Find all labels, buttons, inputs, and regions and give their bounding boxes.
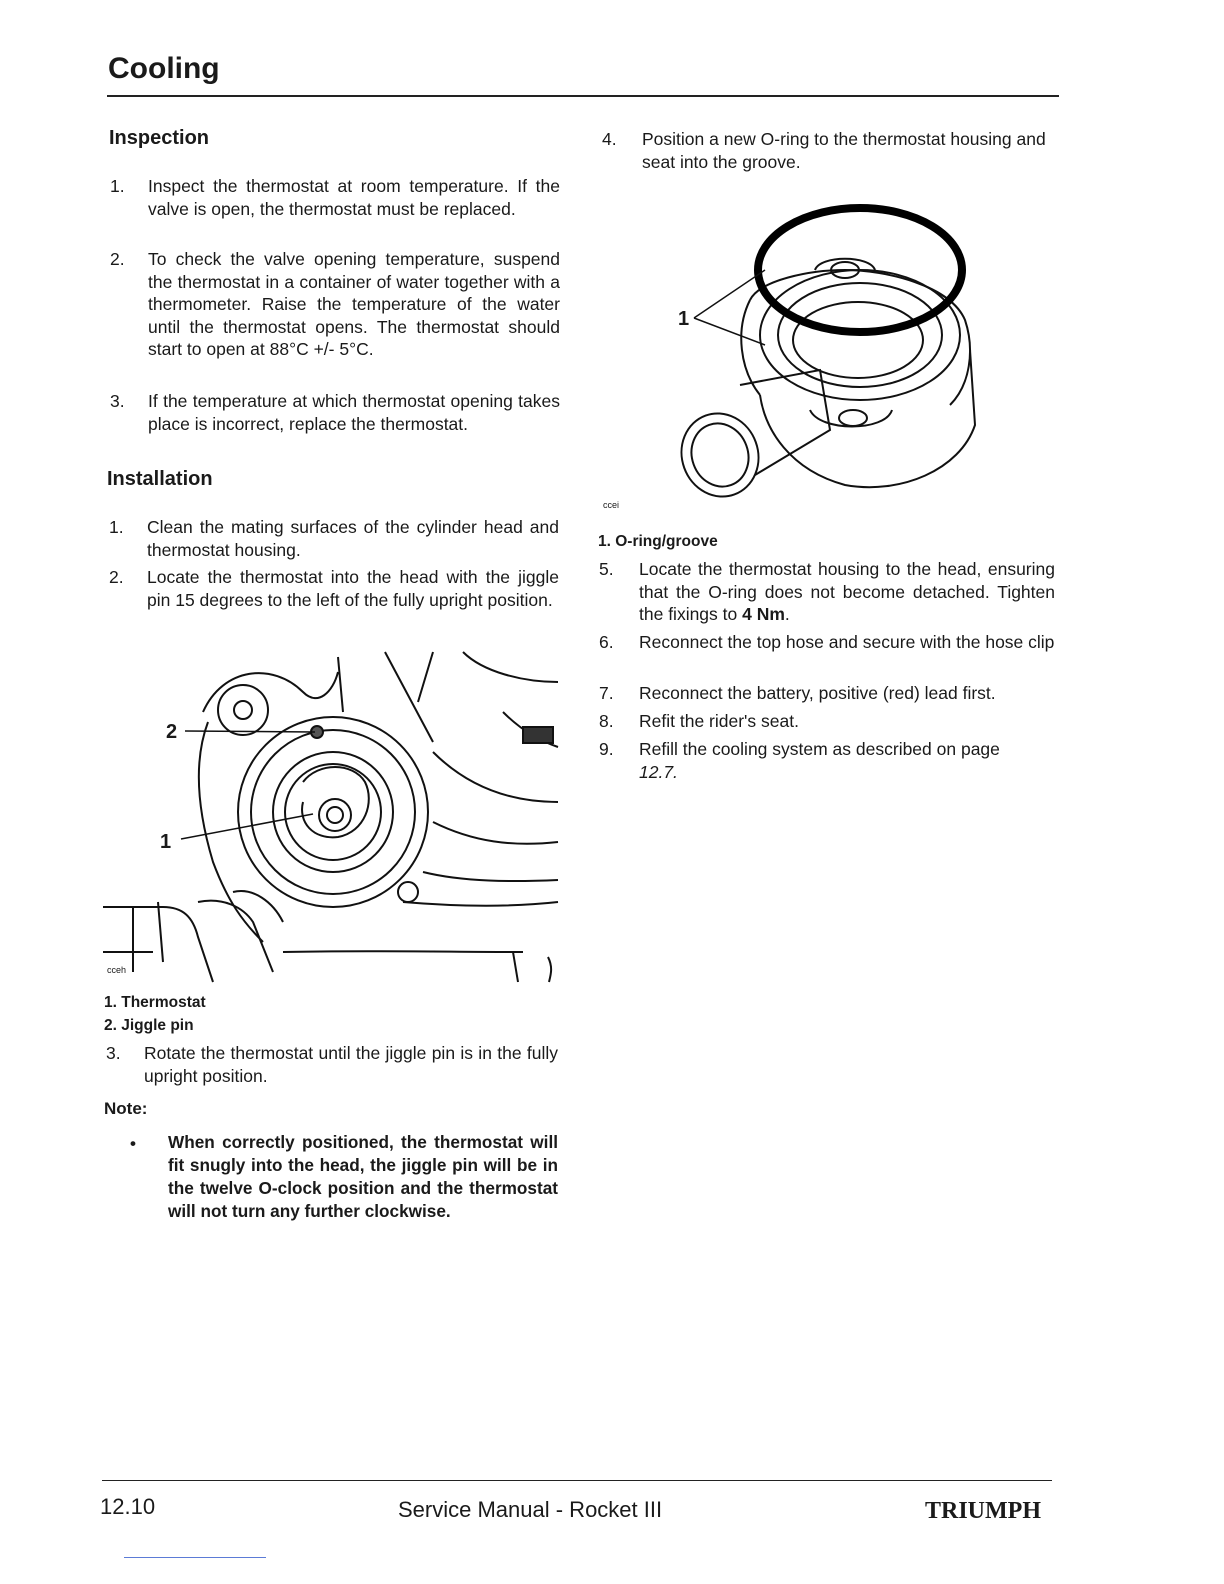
step-text xyxy=(639,558,1055,626)
step-text: Rotate the thermostat until the jiggle pin is in the fully upright position. xyxy=(144,1043,558,1086)
step-text: Reconnect the top hose and secure with the hose clip xyxy=(639,632,1055,652)
step-number: 1. xyxy=(109,517,124,537)
figure-caption: 1. O-ring/groove xyxy=(598,533,718,550)
step-number: 5. xyxy=(599,559,614,579)
figure-tag: ccei xyxy=(603,500,620,510)
step-number: 3. xyxy=(106,1043,121,1063)
step-number: 3. xyxy=(110,391,125,411)
step-text: If the temperature at which thermostat opening takes place is incorrect, replace the thermostat. xyxy=(148,391,560,434)
manual-title: Service Manual - Rocket III xyxy=(398,1497,663,1522)
step-number: 4. xyxy=(602,129,617,149)
callout-2: 2 xyxy=(166,721,178,743)
footer-rule xyxy=(102,1480,1052,1481)
step-text: To check the valve opening temperature, suspend the thermostat in a container of water together with a thermometer. Raise the temperature of the water until the thermostat opens. The thermostat should start to open at 88°C +/- 5°C. xyxy=(148,249,560,360)
step-number: 9. xyxy=(599,739,614,759)
note-bullet: • xyxy=(130,1134,136,1153)
decorative-line xyxy=(124,1557,266,1558)
step-text: Position a new O-ring to the thermostat housing and seat into the groove. xyxy=(642,129,1046,172)
figure-tag: cceh xyxy=(107,965,127,975)
note-label: Note: xyxy=(104,1099,148,1118)
step-number: 7. xyxy=(599,683,614,703)
note-text: When correctly positioned, the thermostat will fit snugly into the head, the jiggle pin will be in the twelve O-clock position and the thermostat will not turn any further clockwise. xyxy=(168,1132,558,1221)
step-number: 8. xyxy=(599,711,614,731)
thermostat-install-illustration xyxy=(103,652,563,982)
step-text: Reconnect the battery, positive (red) lead first. xyxy=(639,683,996,703)
step-text: Inspect the thermostat at room temperature. If the valve is open, the thermostat must be replaced. xyxy=(148,176,560,219)
installation-heading: Installation xyxy=(107,468,213,490)
step-number: 2. xyxy=(110,249,125,269)
step-text xyxy=(639,738,1055,783)
triumph-logo: TRIUMPH xyxy=(925,1498,1041,1524)
inspection-heading: Inspection xyxy=(109,127,210,149)
header-rule xyxy=(107,95,1059,97)
page-reference: 12.7. xyxy=(639,761,678,782)
step-text-main: Refill the cooling system as described on page xyxy=(639,739,1000,759)
step-number: 2. xyxy=(109,567,124,587)
page-title: Cooling xyxy=(108,52,220,85)
callout-1: 1 xyxy=(678,308,690,330)
step-text: Refit the rider's seat. xyxy=(639,711,799,731)
figure-caption: 2. Jiggle pin xyxy=(104,1017,194,1034)
figure-caption: 1. Thermostat xyxy=(104,994,206,1011)
torque-value: 4 Nm xyxy=(742,604,785,625)
step-number: 1. xyxy=(110,176,125,196)
step-number: 6. xyxy=(599,632,614,652)
step-text: Locate the thermostat into the head with the jiggle pin 15 degrees to the left of the fully upright position. xyxy=(147,567,559,610)
step-text: Clean the mating surfaces of the cylinder head and thermostat housing. xyxy=(147,517,559,560)
callout-1: 1 xyxy=(160,831,172,853)
o-ring-illustration xyxy=(670,200,990,500)
step-text-end: . xyxy=(784,604,790,625)
page-number: 12.10 xyxy=(100,1494,156,1519)
step-text-main: Locate the thermostat housing to the head, ensuring that the O-ring does not become detached. Tighten the fixings to xyxy=(639,559,1055,625)
